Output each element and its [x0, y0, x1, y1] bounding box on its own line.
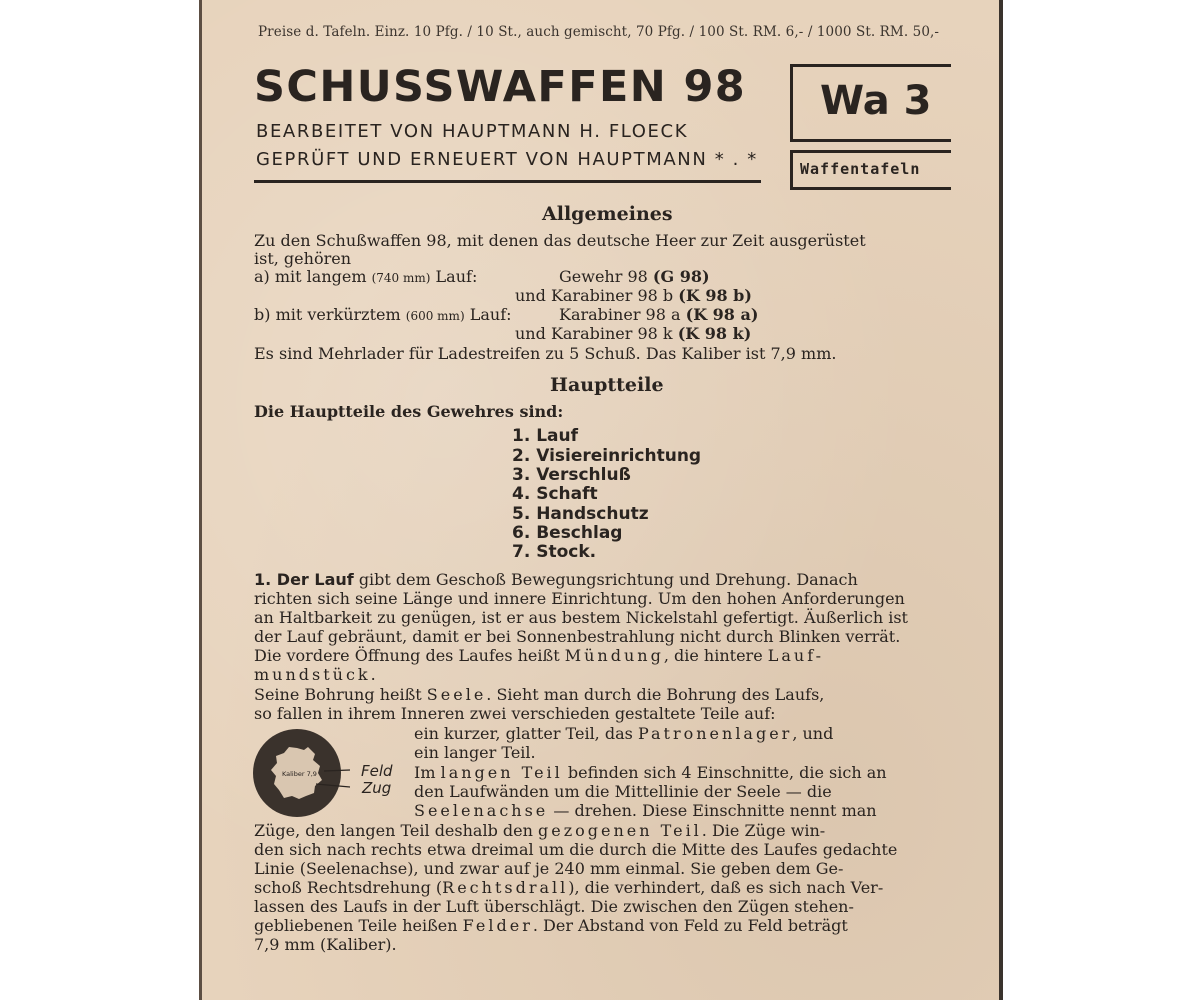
lauf-line-16: Linie (Seelenachse), und zwar auf je 240 mm einmal. Sie geben dem Ge- [254, 859, 844, 878]
part-list-item: 7. Stock. [512, 542, 597, 562]
rifle-code: (G 98) [652, 267, 710, 286]
closing-line: Es sind Mehrlader für Ladestreifen zu 5 Schuß. Das Kaliber ist 7,9 mm. [254, 344, 837, 363]
term-muendung: Mündung [564, 646, 664, 665]
rifle-name: Gewehr 98 [559, 267, 648, 286]
part-list-item: 5. Handschutz [512, 504, 649, 524]
variant-b-label [254, 305, 512, 326]
price-line: Preise d. Tafeln. Einz. 10 Pfg. / 10 St., auch gemischt, 70 Pfg. / 100 St. RM. 6,- / 1000 St. RM. 50,- [258, 24, 940, 40]
variant-b-size: (600 mm) [405, 309, 465, 323]
lauf-line-2: richten sich seine Länge und innere Einrichtung. Um den hohen Anforderungen [254, 589, 905, 608]
figure-label-feld: Feld [361, 762, 393, 780]
lauf-line-9 [414, 724, 833, 743]
part-list-item: 4. Schaft [512, 484, 598, 504]
term-seelenachse: Seelenachse [414, 801, 549, 820]
part-list-item: 1. Lauf [512, 426, 579, 446]
intro-line-1: Zu den Schußwaffen 98, mit denen das deutsche Heer zur Zeit ausgerüstet [254, 231, 866, 250]
term-rechtsdrall: Rechtsdrall [442, 878, 569, 897]
term-laufmundstueck-1: Lauf- [767, 646, 824, 665]
lauf-line-15: den sich nach rechts etwa dreimal um die durch die Mitte des Laufes gedachte [254, 840, 898, 859]
lauf-text: Züge, den langen Teil deshalb den [254, 821, 533, 840]
lauf-text: gebliebenen Teile heißen [254, 916, 458, 935]
reviewer-line: GEPRÜFT UND ERNEUERT VON HAUPTMANN * . * [256, 149, 758, 170]
lauf-line-10: ein langer Teil. [414, 743, 536, 762]
lauf-line-6 [254, 665, 376, 684]
lauf-text: gibt dem Geschoß Bewegungsrichtung und Drehung. Danach [358, 570, 858, 589]
lauf-text: . Sieht man durch die Bohrung des Laufs, [486, 685, 825, 704]
variant-a-item-2 [515, 286, 752, 305]
lauf-line-1 [254, 570, 858, 589]
lauf-line-4: der Lauf gebräunt, damit er bei Sonnenbestrahlung nicht durch Blinken verrät. [254, 627, 901, 646]
lauf-line-7 [254, 685, 824, 704]
lauf-text: . Die Züge win- [701, 821, 826, 840]
variant-a-item-1 [559, 267, 710, 286]
section-heading-hauptteile: Hauptteile [550, 374, 664, 396]
lauf-line-19 [254, 916, 848, 935]
rifle-code: (K 98 a) [685, 305, 759, 324]
rifle-code: (K 98 b) [678, 286, 752, 305]
part-list-item: 6. Beschlag [512, 523, 623, 543]
lauf-text: . Der Abstand von Feld zu Feld beträgt [532, 916, 848, 935]
term-seele: Seele [426, 685, 487, 704]
lauf-lead: 1. Der Lauf [254, 570, 354, 589]
intro-line-2: ist, gehören [254, 249, 351, 268]
term-patronenlager: Patronenlager [637, 724, 793, 743]
lauf-line-8: so fallen in ihrem Inneren zwei verschieden gestaltete Teile auf: [254, 704, 776, 723]
rifle-name: Karabiner 98 a [559, 305, 681, 324]
part-list-item: 2. Visiereinrichtung [512, 446, 702, 466]
rifle-name: und Karabiner 98 b [515, 286, 674, 305]
variant-b-item-2 [515, 324, 751, 343]
rifle-name: und Karabiner 98 k [515, 324, 673, 343]
lauf-line-5 [254, 646, 824, 665]
parts-intro: Die Hauptteile des Gewehres sind: [254, 402, 564, 421]
document-title: SCHUSSWAFFEN 98 [254, 62, 747, 112]
lauf-line-12: den Laufwänden um die Mittellinie der Seele — die [414, 782, 832, 801]
term-felder: Felder [462, 916, 533, 935]
page-edge-right [999, 0, 1003, 1000]
header-rule [254, 180, 761, 183]
variant-b-item-1 [559, 305, 758, 324]
lauf-line-11 [414, 763, 887, 782]
lauf-line-18: lassen des Laufs in der Luft überschlägt. Die zwischen den Zügen stehen- [254, 897, 854, 916]
lauf-text: Die vordere Öffnung des Laufes heißt [254, 646, 560, 665]
lauf-line-17 [254, 878, 883, 897]
variant-b-prefix: b) mit verkürztem [254, 305, 401, 324]
part-list-item: 3. Verschluß [512, 465, 631, 485]
variant-a-label [254, 267, 477, 288]
lauf-text: — drehen. Diese Einschnitte nennt man [553, 801, 877, 820]
lauf-line-14 [254, 821, 825, 840]
author-line: BEARBEITET VON HAUPTMANN H. FLOECK [256, 121, 689, 142]
lauf-text: . [370, 665, 376, 684]
lauf-text: , und [792, 724, 834, 743]
variant-a-size: (740 mm) [371, 271, 431, 285]
lauf-text: schoß Rechtsdrehung ( [254, 878, 443, 897]
lauf-text: Seine Bohrung heißt [254, 685, 422, 704]
lauf-text: , die hintere [663, 646, 763, 665]
term-langer-teil: langen Teil [440, 763, 563, 782]
document-sheet [202, 0, 999, 1000]
variant-b-suffix: Lauf: [469, 305, 512, 324]
series-label: Waffentafeln [800, 160, 921, 178]
lauf-text: ein kurzer, glatter Teil, das [414, 724, 633, 743]
figure-label-zug: Zug [362, 779, 392, 797]
bore-inner-label: Kaliber 7,9 [282, 770, 317, 778]
badge-code: Wa 3 [820, 78, 932, 124]
term-gezogener-teil: gezogenen Teil [538, 821, 702, 840]
lauf-text: befinden sich 4 Einschnitte, die sich an [567, 763, 887, 782]
term-laufmundstueck-2: mundstück [254, 665, 371, 684]
barrel-cross-section-figure [252, 726, 362, 821]
lauf-text: Im [414, 763, 436, 782]
lauf-line-20: 7,9 mm (Kaliber). [254, 935, 397, 954]
lauf-text: ), die verhindert, daß es sich nach Ver- [568, 878, 884, 897]
variant-a-prefix: a) mit langem [254, 267, 367, 286]
variant-a-suffix: Lauf: [435, 267, 478, 286]
lauf-line-13 [414, 801, 877, 820]
lauf-line-3: an Haltbarkeit zu genügen, ist er aus bestem Nickelstahl gefertigt. Äußerlich ist [254, 608, 908, 627]
rifle-code: (K 98 k) [677, 324, 752, 343]
section-heading-allgemeines: Allgemeines [542, 203, 673, 225]
